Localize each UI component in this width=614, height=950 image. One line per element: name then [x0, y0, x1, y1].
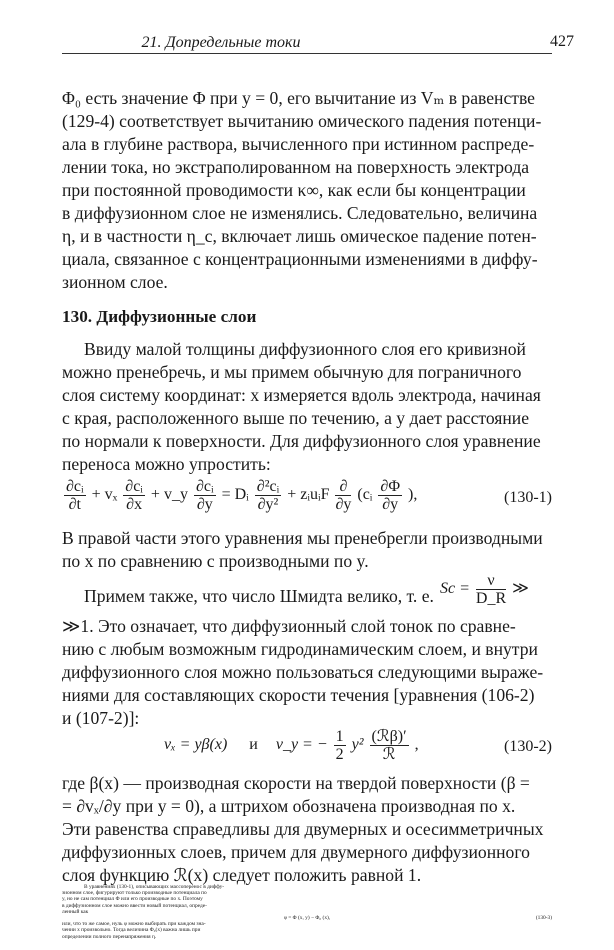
equation-label: (130-1): [504, 489, 552, 506]
fraction: [370, 728, 409, 763]
text-line: где β(x) — производная скорости на твердой поверхности (β =: [62, 773, 530, 793]
text-line: с края, расположенного выше по течению, а y дает расстояние: [62, 408, 530, 428]
text-line: нию с любым возможным гидродинамическим слоем, и внутри: [62, 639, 538, 659]
text-line: диффузионных слоев, причем для двумерного диффузионного: [62, 842, 530, 862]
fraction: [255, 478, 281, 513]
term: ,: [414, 736, 419, 754]
text-line: ≫1. Это означает, что диффузионный слой тонок по сравне-: [62, 616, 516, 636]
denominator: ∂y: [196, 496, 213, 513]
equation-130-1: [62, 478, 552, 520]
numerator: 1: [335, 728, 344, 745]
term: Sc =: [440, 580, 470, 598]
text-line: Эти равенства справедливы для двумерных и осесимметричных: [62, 819, 544, 839]
text-line: по x по сравнению с производными по y.: [62, 551, 369, 571]
text-line: в диффузионном слое можно ввести новый потенциал, опреде-: [62, 902, 207, 909]
numerator: ν: [476, 572, 506, 590]
term: = Dᵢ: [221, 486, 249, 504]
fraction: [334, 728, 346, 763]
text-line: зионном слое, фигурируют только производные потенциала по: [62, 890, 207, 897]
text-line: слоя систему координат: x измеряется вдоль электрода, начиная: [62, 385, 541, 405]
text-line: зионном слое.: [62, 272, 168, 292]
text-line: лении тока, но экстраполированном на поверхность электрода: [62, 157, 530, 177]
text-line: по нормали к поверхности. Для диффузионного слоя уравнение: [62, 431, 541, 451]
denominator: ∂y: [335, 496, 352, 513]
equation-130-2: [62, 728, 552, 768]
running-header-title: 21. Допредельные токи: [141, 34, 301, 51]
denominator: ∂t: [68, 496, 81, 513]
fraction: [378, 478, 402, 513]
denominator: ∂y: [382, 496, 399, 513]
term: ≫: [512, 580, 529, 598]
text-line: Ввиду малой толщины диффузионного слоя его кривизной: [84, 339, 526, 359]
term: ),: [408, 486, 418, 504]
term: и: [249, 736, 258, 754]
text-line: Примем также, что число Шмидта велико, т. е.: [84, 586, 434, 606]
text-line: циала, связанное с концентрационными изменениями в диффу-: [62, 249, 538, 269]
numerator: ∂cᵢ: [66, 478, 84, 495]
text-line: В правой части этого уравнения мы пренебрегли производными: [62, 528, 543, 548]
term: y²: [351, 736, 364, 754]
numerator: ∂cᵢ: [195, 478, 214, 495]
text-line: определении полного перенапряжения η.: [62, 933, 157, 940]
fraction: [335, 478, 351, 513]
text-line: диффузионного слоя можно пользоваться следующими выраже-: [62, 662, 544, 682]
text-line: = ∂vₓ/∂y при y = 0), а штрихом обозначена производная по x.: [62, 796, 516, 816]
text-line: ниями для составляющих скорости течения [уравнения (106-2): [62, 685, 535, 705]
text-line: в диффузионном слое не изменялись. Следовательно, величина: [62, 203, 538, 223]
term: + vₓ: [91, 486, 118, 504]
numerator: ∂cᵢ: [125, 478, 143, 495]
term: vₓ = yβ(x): [164, 736, 228, 754]
header-rule: [62, 53, 552, 54]
text-line: чении x произвольно. Тогда величина Φ₀(x) важна лишь при: [62, 927, 201, 934]
text-line: слоя функцию ℛ(x) следует положить равной 1.: [62, 865, 422, 885]
text-line: ленный как: [62, 908, 89, 915]
equation-label: (130-3): [535, 915, 552, 921]
denominator: ∂x: [126, 496, 143, 513]
equation-130-3: φ = Φ (x, y) − Φ₀ (x),: [283, 915, 331, 921]
denominator: D_R: [475, 590, 507, 607]
term: + zᵢuᵢF: [287, 486, 330, 504]
numerator: ∂Φ: [380, 478, 401, 495]
page-number: 427: [550, 33, 574, 50]
fraction: [194, 478, 216, 513]
term: + v_y: [150, 486, 188, 504]
text-line: при постоянной проводимости κ∞, как если бы концентрации: [62, 180, 526, 200]
text-line: или, что то же самое, нуль φ можно выбирать при каждом зна-: [62, 921, 206, 928]
denominator: 2: [335, 746, 344, 763]
text-line: и (107-2)]:: [62, 708, 140, 728]
numerator: ∂: [335, 478, 351, 496]
term: v_y = −: [275, 736, 328, 754]
text-line: переноса можно упростить:: [62, 454, 271, 474]
numerator: ∂²cᵢ: [256, 478, 280, 495]
text-line: η, и в частности η_c, включает лишь омическое падение потен-: [62, 226, 537, 246]
text-line: (129-4) соответствует вычитанию омического падения потенци-: [62, 111, 542, 131]
fraction: [476, 572, 506, 607]
equation-label: (130-2): [504, 738, 552, 755]
text-line: можно пренебречь, и мы примем обычную для пограничного: [62, 362, 522, 382]
term: (cᵢ: [357, 486, 373, 504]
fraction: [123, 478, 145, 513]
schmidt-expression: [440, 572, 529, 607]
text-line: Φ₀ есть значение Φ при y = 0, его вычитание из Vₘ в равенстве: [62, 88, 535, 108]
denominator: ∂y²: [257, 496, 279, 513]
numerator: (ℛβ)′: [371, 728, 407, 745]
denominator: ℛ: [382, 746, 396, 763]
section-heading: 130. Диффузионные слои: [62, 307, 257, 326]
text-line: y, но не сам потенциал Φ или его производные по x. Поэтому: [62, 896, 203, 903]
text-line: ала в глубине раствора, вычисленного при истинном распреде-: [62, 134, 535, 154]
text-line: В уравнениях (130-1), описывающих массоперенос в диффу-: [84, 884, 225, 890]
fraction: [64, 478, 86, 513]
